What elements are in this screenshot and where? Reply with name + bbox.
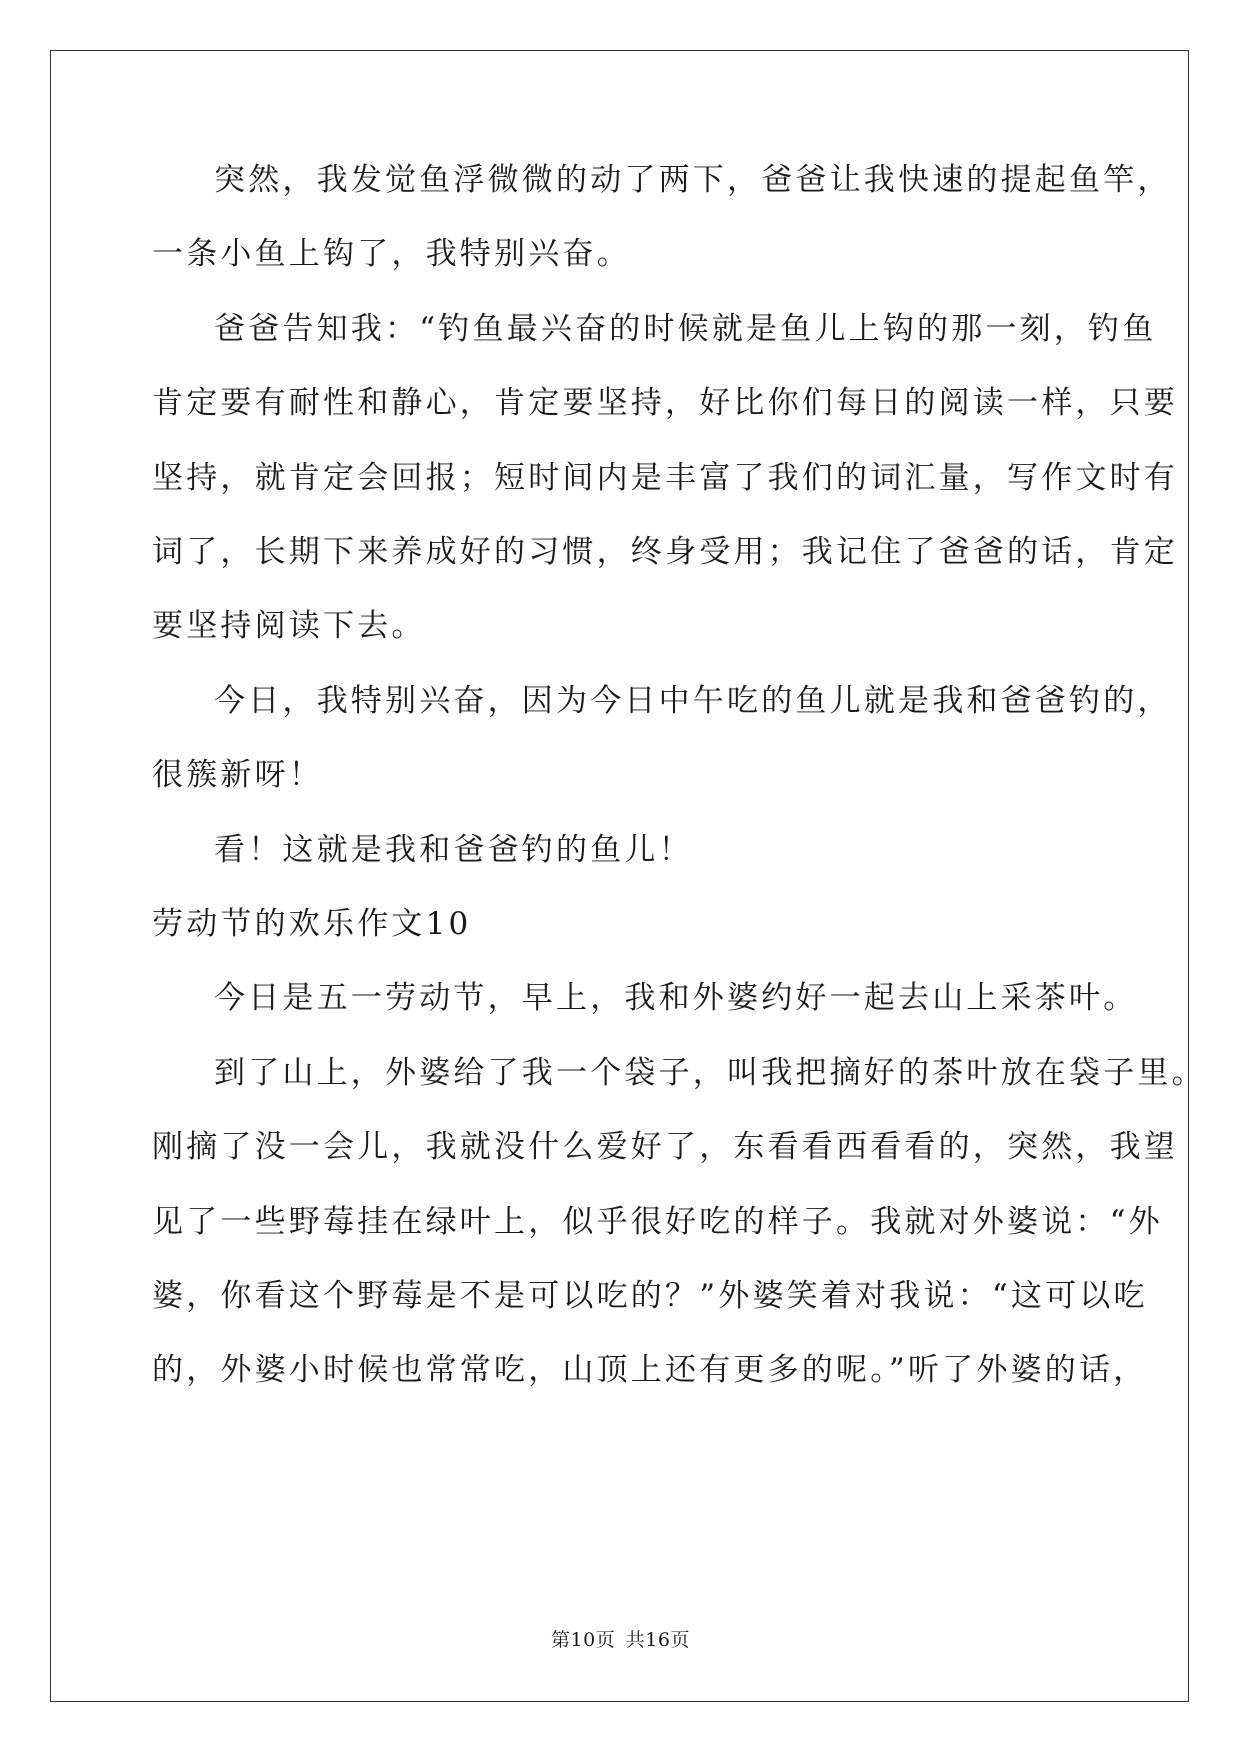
page-number: 第10页: [551, 1629, 616, 1651]
paragraph-line: 坚持，就肯定会回报；短时间内是丰富了我们的词汇量，写作文时有: [152, 459, 1178, 496]
paragraph-first-line: 爸爸告知我：“钓鱼最兴奋的时候就是鱼儿上钩的那一刻，钓鱼: [214, 310, 1157, 347]
paragraph-line: 词了，长期下来养成好的习惯，终身受用；我记住了爸爸的话，肯定: [152, 534, 1178, 570]
paragraph-line: 的，外婆小时候也常常吃，山顶上还有更多的呢。”听了外婆的话，: [152, 1352, 1148, 1389]
paragraph-line: 很簇新呀！: [152, 757, 323, 794]
paragraph-line: 肯定要有耐性和静心，肯定要坚持，好比你们每日的阅读一样，只要: [152, 385, 1178, 422]
page-footer: [0, 1625, 1241, 1652]
paragraph-line: 见了一些野莓挂在绿叶上，似乎很好吃的样子。我就对外婆说：“外: [152, 1203, 1163, 1240]
paragraph-line: 刚摘了没一会儿，我就没什么爱好了，东看看西看看的，突然，我望: [152, 1129, 1178, 1166]
page-border: [50, 50, 1189, 1702]
paragraph-first-line: 突然，我发觉鱼浮微微的动了两下，爸爸让我快速的提起鱼竿，: [214, 162, 1172, 198]
paragraph-first-line: 今日是五一劳动节，早上，我和外婆约好一起去山上采茶叶。: [214, 980, 1138, 1017]
paragraph-first-line: 看！这就是我和爸爸钓的鱼儿！: [214, 831, 693, 868]
paragraph-line: 要坚持阅读下去。: [152, 608, 426, 645]
paragraph-line: 一条小鱼上钩了，我特别兴奋。: [152, 236, 631, 273]
page-total: 共16页: [625, 1629, 690, 1651]
paragraph-line: 劳动节的欢乐作文10: [152, 906, 472, 942]
paragraph-first-line: 今日，我特别兴奋，因为今日中午吃的鱼儿就是我和爸爸钓的，: [214, 682, 1172, 719]
paragraph-first-line: 到了山上，外婆给了我一个袋子，叫我把摘好的茶叶放在袋子里。: [214, 1054, 1206, 1091]
paragraph-line: 婆，你看这个野莓是不是可以吃的？”外婆笑着对我说：“这可以吃: [152, 1278, 1148, 1314]
